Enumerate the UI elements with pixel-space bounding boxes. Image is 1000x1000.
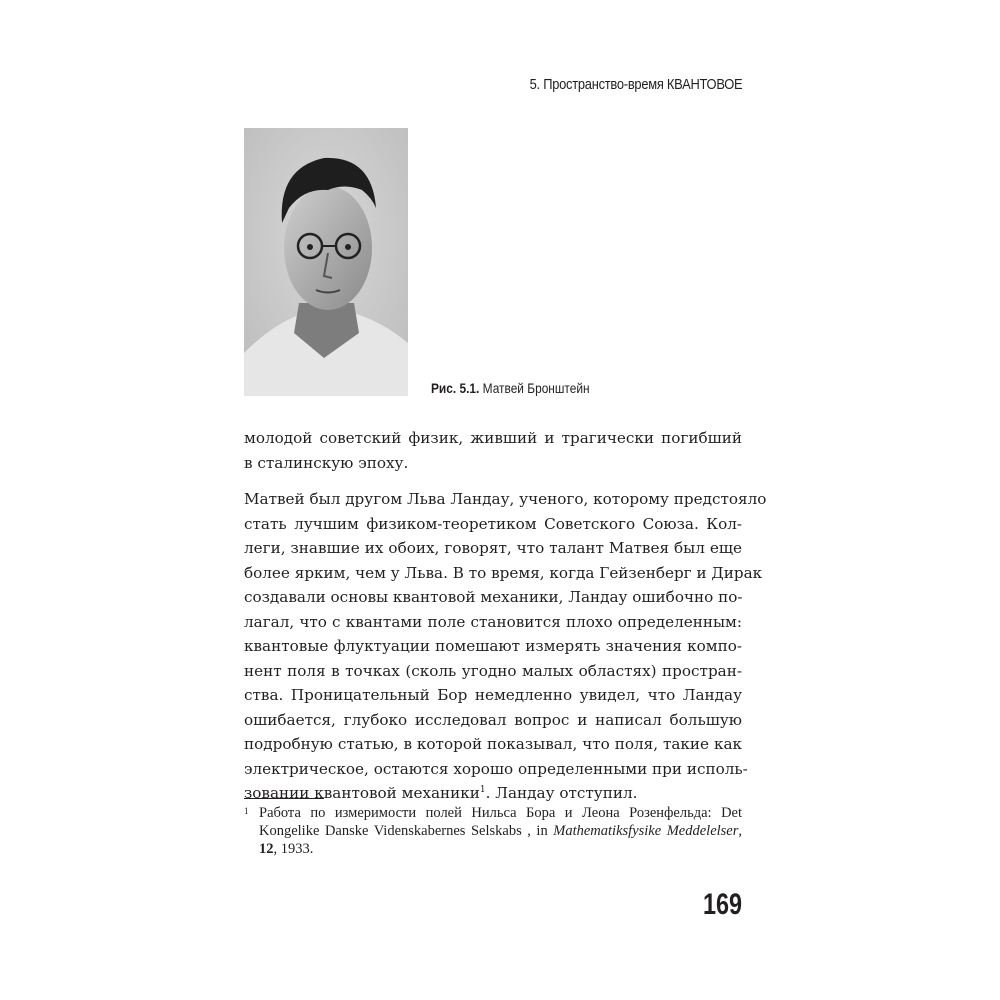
text-line: ошибается, глубоко исследовал вопрос и написал большую	[244, 710, 742, 729]
text-line: Матвей был другом Льва Ландау, ученого, которому предстояло	[244, 490, 767, 508]
footnote-line: Работа по измеримости полей Нильса Бора и Леона Розенфельда: Det	[259, 805, 742, 821]
text-fragment: зовании квантовой механики	[244, 784, 480, 802]
text-fragment: . Ландау отступил.	[485, 784, 638, 802]
footnote-line	[244, 840, 742, 858]
footnote-mark: 1	[244, 806, 249, 816]
page-number: 169	[702, 888, 742, 921]
paragraph-2	[244, 487, 767, 806]
running-header: 5. Пространство-время КВАНТОВОЕ	[529, 76, 742, 93]
text-line: более ярким, чем у Льва. В то время, когда Гейзенберг и Дирак	[244, 563, 763, 582]
volume-number: 12	[259, 841, 274, 857]
text-line: создавали основы квантовой механики, Ландау ошибочно по-	[244, 588, 743, 606]
text-line: молодой советский физик, живший и трагически погибший	[244, 429, 742, 447]
figure-caption	[431, 380, 590, 396]
text-line: леги, знавшие их обоих, говорят, что талант Матвея был еще	[244, 539, 742, 557]
text-line: ства. Проницательный Бор немедленно увидел, что Ландау	[244, 686, 742, 704]
portrait-photo	[244, 128, 408, 396]
text-fragment: ,	[738, 823, 743, 839]
caption-text: Матвей Бронштейн	[482, 380, 590, 396]
text-line: электрическое, остаются хорошо определенными при исполь-	[244, 759, 748, 778]
text-fragment: Kongelike Danske Videnskabernes Selskabs , in	[259, 823, 554, 839]
text-line: нент поля в точках (сколь угодно малых областях) простран-	[244, 661, 742, 680]
text-line: квантовые флуктуации помешают измерять значения компо-	[244, 637, 742, 655]
footnote-line	[244, 822, 742, 840]
journal-title: Mathematiksfysike Meddelelser	[553, 823, 739, 839]
text-line: лагал, что с квантами поле становится плохо определенным:	[244, 612, 742, 631]
text-line: стать лучшим физиком-теоретиком Советского Союза. Кол-	[244, 514, 742, 533]
caption-label: Рис. 5.1.	[431, 380, 480, 396]
text-fragment: , 1933.	[273, 841, 314, 857]
text-line	[244, 781, 742, 806]
paragraph-1	[244, 426, 742, 475]
text-line: подробную статью, в которой показывал, что поля, такие как	[244, 735, 742, 753]
footnote	[244, 804, 742, 858]
footnote-divider	[244, 798, 324, 799]
footnote-reference[interactable]: 1	[479, 784, 486, 795]
text-line: в сталинскую эпоху.	[244, 453, 409, 472]
